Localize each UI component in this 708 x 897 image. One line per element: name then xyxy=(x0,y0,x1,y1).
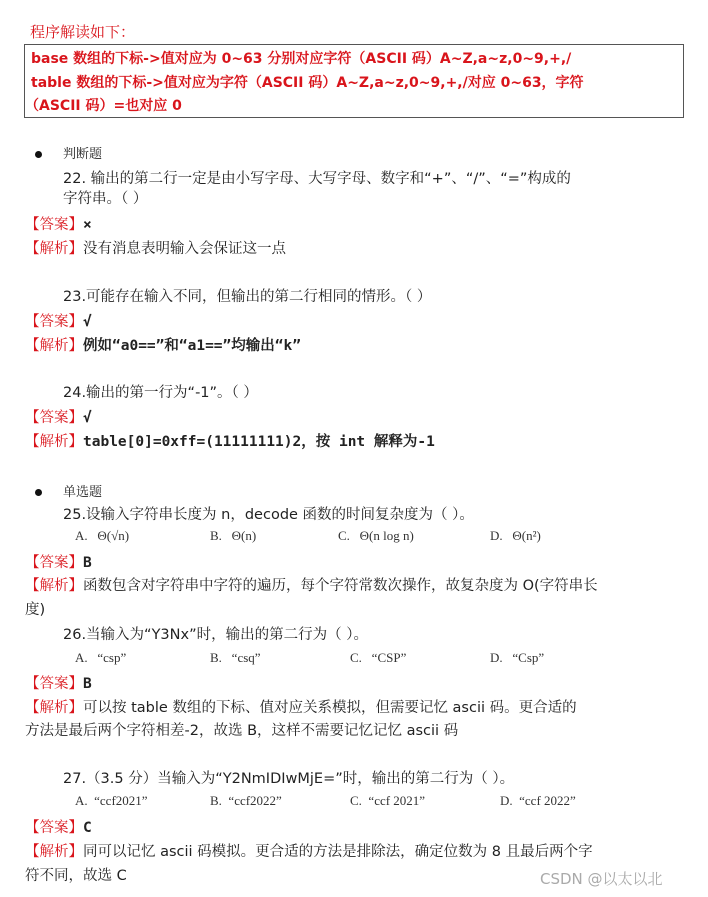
analysis-25-cont: 度) xyxy=(25,602,46,618)
analysis-27: 【解析】同可以记忆 ascii 码模拟。更合适的方法是排除法，确定位数为 8 且最后两个字 xyxy=(25,844,593,860)
question-27: 27.（3.5 分）当输入为“Y2NmIDIwMjE=”时，输出的第二行为（ ）。 xyxy=(63,771,515,787)
question-22: 22. 输出的第二行一定是由小写字母、大写字母、数字和“+”、“/”、“=”构成的 xyxy=(63,171,571,187)
answer-26: 【答案】B xyxy=(25,676,92,692)
option-c: C. “CSP” xyxy=(350,650,407,665)
analysis-26-cont: 方法是最后两个字符相差-2，故选 B，这样不需要记忆记忆 ascii 码 xyxy=(25,723,459,739)
option-d: D. “ccf 2022” xyxy=(500,793,576,808)
watermark: CSDN @以太以北 xyxy=(540,870,663,888)
intro-box xyxy=(24,44,684,118)
bullet-icon xyxy=(35,489,42,496)
option-c: C. “ccf 2021” xyxy=(350,793,426,808)
question-24: 24.输出的第一行为“-1”。（ ） xyxy=(63,385,258,401)
option-b: B. Θ(n) xyxy=(210,528,257,543)
analysis-22: 【解析】没有消息表明输入会保证这一点 xyxy=(25,241,286,257)
option-d: D. “Csp” xyxy=(490,650,545,665)
option-a: A. “csp” xyxy=(75,650,127,665)
section-title: 单选题 xyxy=(63,485,103,500)
analysis-27-cont: 符不同，故选 C xyxy=(25,868,127,884)
option-b: B. “ccf2022” xyxy=(210,793,282,808)
intro-line: base 数组的下标->值对应为 0~63 分别对应字符（ASCII 码）A~Z,a~z,0~9,+,/ xyxy=(31,51,572,67)
option-c: C. Θ(n log n) xyxy=(338,528,414,543)
bullet-icon xyxy=(35,151,42,158)
question-25: 25.设输入字符串长度为 n，decode 函数的时间复杂度为（ ）。 xyxy=(63,507,474,523)
question-26: 26.当输入为“Y3Nx”时，输出的第二行为（ ）。 xyxy=(63,627,368,643)
analysis-23: 【解析】例如“a0==”和“a1==”均输出“k” xyxy=(25,338,301,354)
answer-23: 【答案】√ xyxy=(25,314,92,330)
intro-line: table 数组的下标->值对应为字符（ASCII 码）A~Z,a~z,0~9,+,/对应 0~63，字符 xyxy=(31,75,584,91)
analysis-25: 【解析】函数包含对字符串中字符的遍历，每个字符常数次操作，故复杂度为 O(字符串长 xyxy=(25,578,598,594)
option-b: B. “csq” xyxy=(210,650,261,665)
intro-line: （ASCII 码）=也对应 0 xyxy=(25,98,182,114)
section-title: 判断题 xyxy=(63,147,103,162)
question-22-cont: 字符串。（ ） xyxy=(63,191,148,207)
question-23: 23.可能存在输入不同，但输出的第二行相同的情形。（ ） xyxy=(63,289,432,305)
answer-25: 【答案】B xyxy=(25,555,92,571)
option-a: A. Θ(√n) xyxy=(75,528,130,543)
answer-24: 【答案】√ xyxy=(25,410,92,426)
analysis-26: 【解析】可以按 table 数组的下标、值对应关系模拟，但需要记忆 ascii 码。更合适的 xyxy=(25,700,577,716)
answer-27: 【答案】C xyxy=(25,820,92,836)
intro-heading: 程序解读如下： xyxy=(30,23,136,41)
answer-22: 【答案】× xyxy=(25,217,92,233)
analysis-24: 【解析】table[0]=0xff=(11111111)2，按 int 解释为-1 xyxy=(25,434,435,450)
option-a: A. “ccf2021” xyxy=(75,793,148,808)
option-d: D. Θ(n²) xyxy=(490,528,541,543)
